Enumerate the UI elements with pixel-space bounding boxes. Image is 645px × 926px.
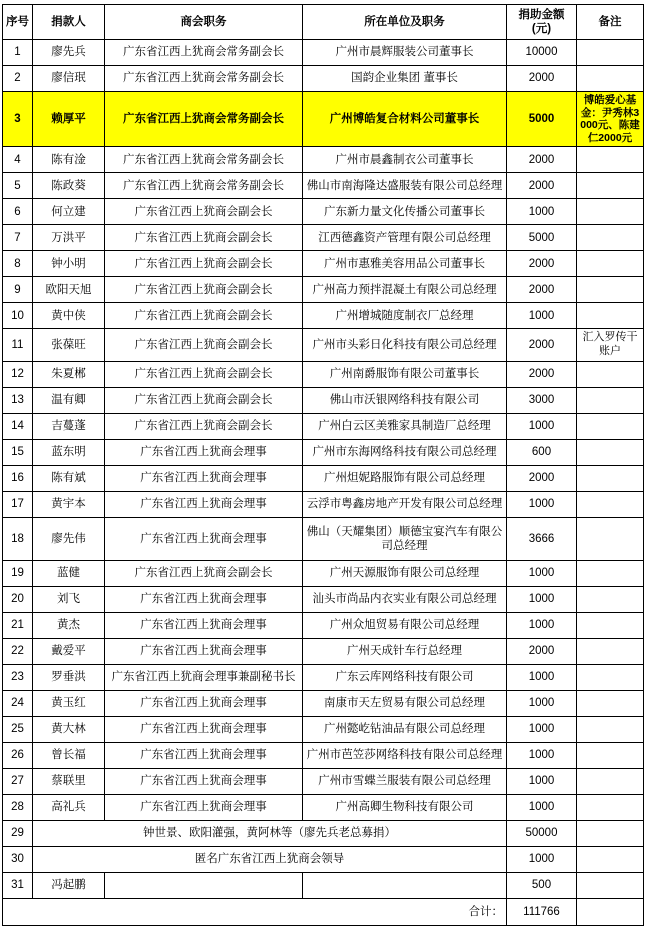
cell-position: 广东省江西上犹商会常务副会长 [105, 92, 303, 147]
cell-unit: 广州懿屹钻油品有限公司总经理 [303, 716, 507, 742]
header-row [3, 5, 644, 40]
cell-amount: 2000 [507, 638, 577, 664]
cell-note [577, 387, 644, 413]
cell-unit: 广州增城随度制衣厂总经理 [303, 303, 507, 329]
cell-unit: 广州市晨鑫制衣公司董事长 [303, 147, 507, 173]
cell-donor: 陈政葵 [33, 173, 105, 199]
cell-amount: 3666 [507, 517, 577, 560]
total-row [3, 898, 644, 925]
table-row-merged [3, 820, 644, 846]
cell-unit: 广州白云区美雅家具制造厂总经理 [303, 413, 507, 439]
cell-donor: 黄宇本 [33, 491, 105, 517]
cell-note [577, 491, 644, 517]
table-row [3, 387, 644, 413]
cell-index: 25 [3, 716, 33, 742]
cell-amount: 1000 [507, 586, 577, 612]
cell-merged-description: 匿名广东省江西上犹商会领导 [33, 846, 507, 872]
cell-index: 28 [3, 794, 33, 820]
cell-note [577, 768, 644, 794]
cell-index: 11 [3, 329, 33, 362]
table-row [3, 716, 644, 742]
cell-position: 广东省江西上犹商会理事 [105, 465, 303, 491]
table-header [3, 5, 644, 40]
cell-index: 14 [3, 413, 33, 439]
header-amount-line1: 捐助金额 [518, 8, 565, 21]
cell-note [577, 277, 644, 303]
cell-amount: 2000 [507, 277, 577, 303]
cell-amount: 2000 [507, 329, 577, 362]
cell-index: 12 [3, 361, 33, 387]
cell-donor: 蓝健 [33, 560, 105, 586]
cell-amount: 1000 [507, 742, 577, 768]
cell-merged-description: 钟世景、欧阳灌强，黄阿林等（廖先兵老总募捐） [33, 820, 507, 846]
cell-position: 广东省江西上犹商会理事 [105, 491, 303, 517]
cell-unit: 南康市天左贸易有限公司总经理 [303, 690, 507, 716]
cell-unit: 国韵企业集团 董事长 [303, 66, 507, 92]
cell-amount: 2000 [507, 361, 577, 387]
cell-note [577, 173, 644, 199]
cell-unit: 广州天成针车行总经理 [303, 638, 507, 664]
cell-index: 10 [3, 303, 33, 329]
cell-amount: 5000 [507, 92, 577, 147]
cell-index: 26 [3, 742, 33, 768]
cell-unit: 广东新力量文化传播公司董事长 [303, 199, 507, 225]
cell-unit: 广东云库网络科技有限公司 [303, 664, 507, 690]
table-row [3, 173, 644, 199]
cell-note [577, 225, 644, 251]
cell-donor: 罗垂洪 [33, 664, 105, 690]
cell-amount: 10000 [507, 40, 577, 66]
cell-index: 24 [3, 690, 33, 716]
table-row [3, 560, 644, 586]
cell-note [577, 872, 644, 898]
cell-position: 广东省江西上犹商会副会长 [105, 329, 303, 362]
cell-position: 广东省江西上犹商会理事 [105, 439, 303, 465]
cell-donor: 陈有淦 [33, 147, 105, 173]
cell-unit [303, 872, 507, 898]
header-donor: 捐款人 [33, 5, 105, 40]
cell-donor: 蔡联里 [33, 768, 105, 794]
table-row [3, 329, 644, 362]
total-note [577, 898, 644, 925]
cell-index: 5 [3, 173, 33, 199]
cell-amount: 1000 [507, 794, 577, 820]
cell-note: 博皓爱心基金：尹秀林3000元、陈建仁2000元 [577, 92, 644, 147]
cell-index: 3 [3, 92, 33, 147]
table-footer [3, 898, 644, 925]
cell-amount: 1000 [507, 846, 577, 872]
cell-donor: 廖信珉 [33, 66, 105, 92]
cell-amount: 1000 [507, 612, 577, 638]
cell-donor: 黄大林 [33, 716, 105, 742]
cell-amount: 2000 [507, 66, 577, 92]
cell-amount: 1000 [507, 303, 577, 329]
table-row [3, 413, 644, 439]
cell-note [577, 716, 644, 742]
cell-index: 2 [3, 66, 33, 92]
table-row-merged [3, 846, 644, 872]
cell-amount: 1000 [507, 716, 577, 742]
cell-donor: 赖厚平 [33, 92, 105, 147]
header-amount [507, 5, 577, 40]
cell-index: 9 [3, 277, 33, 303]
cell-donor: 黄中侠 [33, 303, 105, 329]
cell-donor: 黄玉红 [33, 690, 105, 716]
cell-unit: 广州南爵服饰有限公司董事长 [303, 361, 507, 387]
cell-position: 广东省江西上犹商会副会长 [105, 413, 303, 439]
cell-unit: 广州博皓复合材料公司董事长 [303, 92, 507, 147]
cell-index: 20 [3, 586, 33, 612]
cell-note [577, 66, 644, 92]
cell-amount: 2000 [507, 173, 577, 199]
table-row [3, 491, 644, 517]
cell-donor: 吉蔓蓬 [33, 413, 105, 439]
cell-position: 广东省江西上犹商会副会长 [105, 361, 303, 387]
header-index: 序号 [3, 5, 33, 40]
cell-position: 广东省江西上犹商会常务副会长 [105, 147, 303, 173]
cell-unit: 广州市头彩日化科技有限公司总经理 [303, 329, 507, 362]
cell-unit: 汕头市尚品内衣实业有限公司总经理 [303, 586, 507, 612]
cell-position: 广东省江西上犹商会理事 [105, 768, 303, 794]
cell-position: 广东省江西上犹商会理事 [105, 690, 303, 716]
table-row [3, 92, 644, 147]
cell-position: 广东省江西上犹商会理事 [105, 586, 303, 612]
cell-note [577, 586, 644, 612]
cell-amount: 2000 [507, 251, 577, 277]
table-row [3, 361, 644, 387]
cell-unit: 广州天源服饰有限公司总经理 [303, 560, 507, 586]
cell-note [577, 439, 644, 465]
cell-unit: 佛山市沃银网络科技有限公司 [303, 387, 507, 413]
table-row [3, 439, 644, 465]
cell-amount: 5000 [507, 225, 577, 251]
cell-donor: 戴爱平 [33, 638, 105, 664]
cell-unit: 江西德鑫资产管理有限公司总经理 [303, 225, 507, 251]
cell-unit: 广州市东海网络科技有限公司总经理 [303, 439, 507, 465]
cell-amount: 600 [507, 439, 577, 465]
cell-position: 广东省江西上犹商会理事 [105, 612, 303, 638]
cell-amount: 1000 [507, 664, 577, 690]
cell-position: 广东省江西上犹商会副会长 [105, 560, 303, 586]
cell-note [577, 664, 644, 690]
cell-position: 广东省江西上犹商会副会长 [105, 387, 303, 413]
table-row [3, 147, 644, 173]
cell-donor: 钟小明 [33, 251, 105, 277]
cell-index: 27 [3, 768, 33, 794]
table-row [3, 586, 644, 612]
cell-amount: 2000 [507, 465, 577, 491]
cell-index: 1 [3, 40, 33, 66]
cell-position [105, 872, 303, 898]
cell-index: 22 [3, 638, 33, 664]
cell-position: 广东省江西上犹商会理事 [105, 716, 303, 742]
cell-position: 广东省江西上犹商会理事兼副秘书长 [105, 664, 303, 690]
cell-index: 7 [3, 225, 33, 251]
table-row [3, 794, 644, 820]
cell-amount: 1000 [507, 491, 577, 517]
total-label: 合计： [3, 898, 507, 925]
header-note: 备注 [577, 5, 644, 40]
cell-position: 广东省江西上犹商会副会长 [105, 251, 303, 277]
cell-donor: 黄杰 [33, 612, 105, 638]
cell-index: 8 [3, 251, 33, 277]
cell-amount: 1000 [507, 560, 577, 586]
cell-unit: 广州市芭笠莎网络科技有限公司总经理 [303, 742, 507, 768]
cell-index: 4 [3, 147, 33, 173]
cell-unit: 广州市惠雅美容用品公司董事长 [303, 251, 507, 277]
cell-unit: 广州市晨辉服装公司董事长 [303, 40, 507, 66]
cell-index: 31 [3, 872, 33, 898]
cell-amount: 1000 [507, 199, 577, 225]
table-row [3, 199, 644, 225]
cell-unit: 云浮市粤鑫房地产开发有限公司总经理 [303, 491, 507, 517]
cell-donor: 曾长福 [33, 742, 105, 768]
cell-index: 15 [3, 439, 33, 465]
cell-amount: 50000 [507, 820, 577, 846]
table-row [3, 251, 644, 277]
cell-unit: 广州高卿生物科技有限公司 [303, 794, 507, 820]
cell-note [577, 612, 644, 638]
table-row [3, 612, 644, 638]
cell-amount: 2000 [507, 147, 577, 173]
cell-note [577, 199, 644, 225]
cell-note [577, 690, 644, 716]
cell-position: 广东省江西上犹商会副会长 [105, 303, 303, 329]
cell-note [577, 517, 644, 560]
donation-table [2, 4, 644, 926]
header-amount-line2: (元) [531, 23, 552, 35]
cell-note [577, 742, 644, 768]
cell-unit: 广州炟妮路服饰有限公司总经理 [303, 465, 507, 491]
cell-position: 广东省江西上犹商会理事 [105, 638, 303, 664]
table-row [3, 303, 644, 329]
cell-note [577, 638, 644, 664]
cell-note [577, 820, 644, 846]
cell-donor: 欧阳天旭 [33, 277, 105, 303]
cell-position: 广东省江西上犹商会理事 [105, 742, 303, 768]
cell-index: 30 [3, 846, 33, 872]
cell-position: 广东省江西上犹商会常务副会长 [105, 173, 303, 199]
cell-amount: 3000 [507, 387, 577, 413]
cell-note [577, 147, 644, 173]
cell-donor: 蓝东明 [33, 439, 105, 465]
cell-note [577, 846, 644, 872]
header-unit: 所在单位及职务 [303, 5, 507, 40]
table-row [3, 465, 644, 491]
cell-note [577, 794, 644, 820]
table-body [3, 40, 644, 899]
cell-index: 13 [3, 387, 33, 413]
table-row [3, 225, 644, 251]
cell-note: 汇入罗传干账户 [577, 329, 644, 362]
cell-donor: 万洪平 [33, 225, 105, 251]
cell-donor: 何立建 [33, 199, 105, 225]
table-row [3, 66, 644, 92]
cell-index: 21 [3, 612, 33, 638]
cell-index: 18 [3, 517, 33, 560]
cell-note [577, 413, 644, 439]
cell-position: 广东省江西上犹商会副会长 [105, 199, 303, 225]
cell-position: 广东省江西上犹商会常务副会长 [105, 66, 303, 92]
cell-unit: 广州市雪蝶兰服装有限公司总经理 [303, 768, 507, 794]
cell-donor: 温有卿 [33, 387, 105, 413]
cell-index: 17 [3, 491, 33, 517]
table-row [3, 872, 644, 898]
table-row [3, 742, 644, 768]
table-row [3, 517, 644, 560]
table-row [3, 768, 644, 794]
cell-donor: 刘飞 [33, 586, 105, 612]
cell-unit: 广州众旭贸易有限公司总经理 [303, 612, 507, 638]
total-amount: 111766 [507, 898, 577, 925]
cell-unit: 广州高力预拌混凝土有限公司总经理 [303, 277, 507, 303]
cell-position: 广东省江西上犹商会副会长 [105, 277, 303, 303]
cell-note [577, 303, 644, 329]
cell-index: 6 [3, 199, 33, 225]
cell-position: 广东省江西上犹商会理事 [105, 517, 303, 560]
cell-position: 广东省江西上犹商会理事 [105, 794, 303, 820]
cell-donor: 张葆旺 [33, 329, 105, 362]
cell-note [577, 465, 644, 491]
cell-unit: 佛山市南海隆达盛服装有限公司总经理 [303, 173, 507, 199]
cell-amount: 1000 [507, 690, 577, 716]
table-row [3, 638, 644, 664]
cell-note [577, 251, 644, 277]
cell-note [577, 361, 644, 387]
cell-index: 19 [3, 560, 33, 586]
table-row [3, 277, 644, 303]
cell-donor: 高礼兵 [33, 794, 105, 820]
cell-note [577, 560, 644, 586]
cell-donor: 廖先伟 [33, 517, 105, 560]
cell-unit: 佛山（天耀集团）顺德宝宴汽车有限公司总经理 [303, 517, 507, 560]
cell-amount: 1000 [507, 413, 577, 439]
cell-index: 23 [3, 664, 33, 690]
table-row [3, 664, 644, 690]
cell-donor: 朱夏郴 [33, 361, 105, 387]
cell-amount: 1000 [507, 768, 577, 794]
cell-donor: 陈有斌 [33, 465, 105, 491]
table-row [3, 40, 644, 66]
cell-donor: 冯起鹏 [33, 872, 105, 898]
header-position: 商会职务 [105, 5, 303, 40]
cell-donor: 廖先兵 [33, 40, 105, 66]
table-row [3, 690, 644, 716]
cell-position: 广东省江西上犹商会副会长 [105, 225, 303, 251]
cell-amount: 500 [507, 872, 577, 898]
cell-index: 16 [3, 465, 33, 491]
cell-index: 29 [3, 820, 33, 846]
cell-note [577, 40, 644, 66]
cell-position: 广东省江西上犹商会常务副会长 [105, 40, 303, 66]
